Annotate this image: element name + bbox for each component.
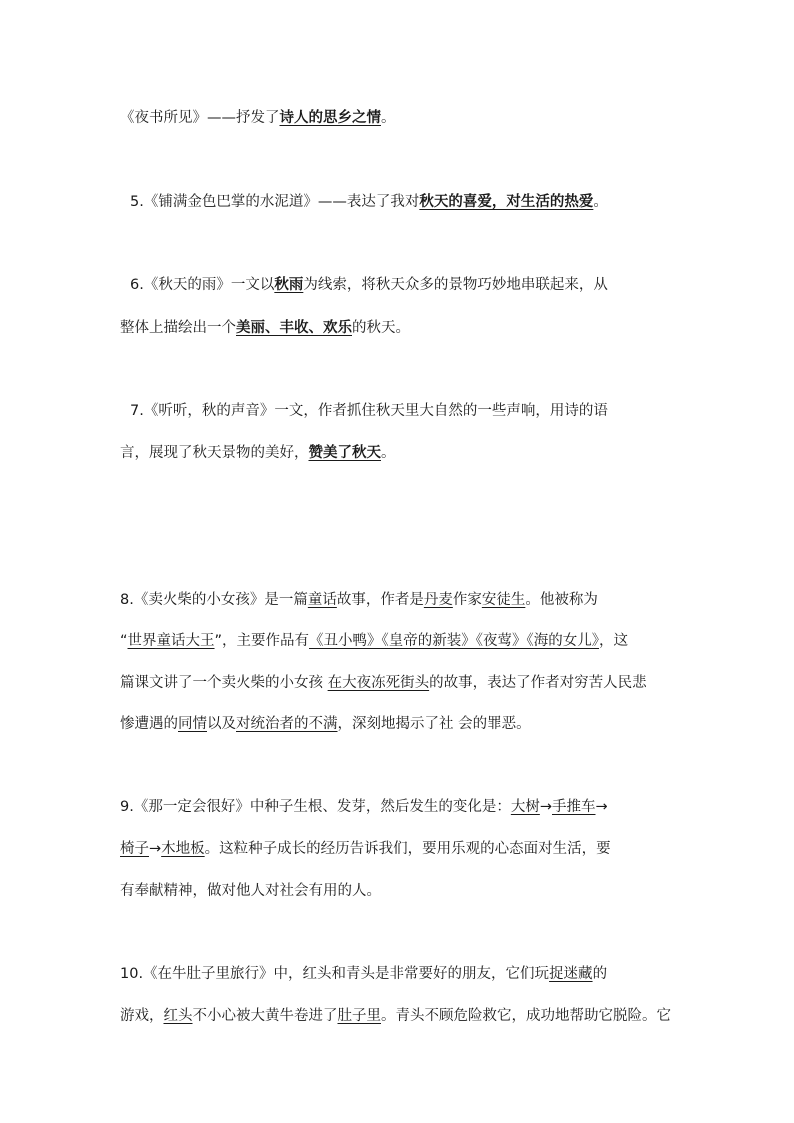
text-run: 6.《秋天的雨》一文以: [130, 277, 275, 293]
answer-bold: 诗人的思乡之情: [279, 110, 381, 126]
text-run: ，这: [599, 633, 629, 649]
text-run: 的: [592, 966, 608, 982]
text-line: [120, 673, 647, 693]
text-run: 为线索，将秋天众多的景物巧妙地串联起来，从: [303, 277, 608, 293]
answer-underline: 在大夜冻死街头: [327, 675, 430, 691]
text-line: [120, 839, 611, 859]
answer-bold: 美丽、丰收、欢乐: [236, 320, 352, 336]
text-run: 。青头不顾危险救它，成功地帮助它脱险。它: [381, 1008, 671, 1024]
text-line: [120, 631, 628, 651]
text-run: 8.《卖火柴的小女孩》是一篇: [120, 592, 308, 608]
text-line: [120, 881, 381, 901]
answer-underline: 童话: [307, 592, 337, 608]
answer-underline: 木地板: [161, 841, 205, 857]
text-run: 作家: [452, 592, 482, 608]
text-run: 。: [593, 194, 608, 210]
text-run: 《夜书所见》——抒发了: [120, 110, 280, 126]
answer-underline: 世界童话大王: [127, 633, 215, 649]
text-run: →: [595, 799, 608, 815]
text-run: 言，展现了秋天景物的美好，: [120, 445, 309, 461]
answer-bold: 秋天的喜爱，对生活的热爱: [419, 194, 594, 210]
text-run: 10.《在牛肚子里旅行》中，红头和青头是非常要好的朋友，它们玩: [120, 966, 550, 982]
answer-underline: 丹麦: [423, 592, 453, 608]
text-line: [120, 1006, 671, 1026]
text-line: [120, 318, 410, 338]
text-run: 游戏，: [120, 1008, 164, 1024]
answer-underline: 对统治者的不满: [236, 716, 338, 732]
text-run: 整体上描绘出一个: [120, 320, 236, 336]
text-line: [120, 590, 598, 610]
text-run: 7.《听听，秋的声音》一文，作者抓住秋天里大自然的一些声响，用诗的语: [130, 403, 608, 419]
answer-underline: 红头: [163, 1008, 193, 1024]
answer-underline: 《丑小鸭》《皇帝的新装》《夜莺》《海的女儿》: [309, 633, 600, 649]
text-run: →: [149, 841, 162, 857]
answer-underline: 捉迷藏: [549, 966, 593, 982]
text-run: ”，主要作品有: [214, 633, 310, 649]
text-run: 篇课文讲了一个卖火柴的小女孩: [120, 675, 328, 691]
text-run: 的故事，表达了作者对穷苦人民悲: [429, 675, 647, 691]
answer-underline: 椅子: [120, 841, 149, 857]
text-line: [130, 192, 608, 212]
answer-underline: 肚子里: [337, 1008, 381, 1024]
text-run: 有奉献精神，做对他人对社会有用的人。: [120, 883, 381, 899]
text-run: 以及: [207, 716, 236, 732]
answer-underline: 大树: [510, 799, 540, 815]
text-line: [120, 443, 396, 463]
text-run: ，深刻地揭示了社 会的罪恶。: [337, 716, 531, 732]
text-run: 5.《铺满金色巴掌的水泥道》——表达了我对: [130, 194, 420, 210]
text-line: [130, 275, 608, 295]
answer-underline: 安徒生: [481, 592, 526, 608]
answer-bold: 秋雨: [274, 277, 304, 293]
text-line: [120, 964, 607, 984]
answer-underline: 同情: [178, 716, 207, 732]
text-line: [120, 108, 396, 128]
text-run: “: [120, 633, 128, 649]
text-run: 9.《那一定会很好》中种子生根、发芽，然后发生的变化是：: [120, 799, 511, 815]
text-run: →: [539, 799, 552, 815]
text-run: 惨遭遇的: [120, 716, 178, 732]
text-run: 故事，作者是: [336, 592, 424, 608]
answer-underline: 手推车: [552, 799, 596, 815]
text-run: 。他被称为: [525, 592, 598, 608]
text-run: 。: [381, 445, 396, 461]
text-run: 不小心被大黄牛卷进了: [192, 1008, 338, 1024]
text-line: [120, 714, 531, 734]
text-run: 的秋天。: [352, 320, 410, 336]
text-line: [130, 401, 608, 421]
answer-bold: 赞美了秋天: [308, 445, 381, 461]
text-line: [120, 797, 608, 817]
text-run: 。这粒种子成长的经历告诉我们，要用乐观的心态面对生活，要: [204, 841, 611, 857]
text-run: 。: [381, 110, 396, 126]
